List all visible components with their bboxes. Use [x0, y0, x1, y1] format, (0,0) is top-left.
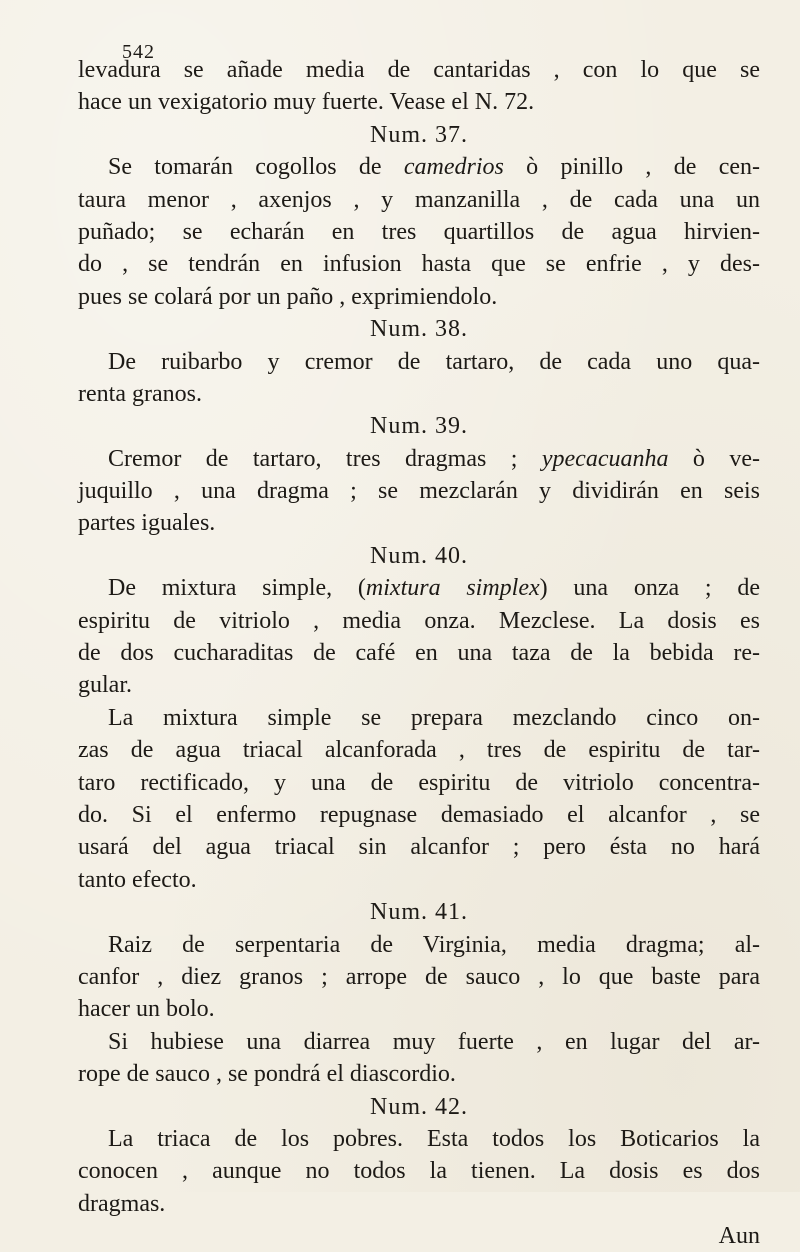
italic-term: ypecacuanha [541, 445, 669, 472]
italic-term: mixtura simplex [365, 575, 540, 602]
line-text: Num. 37. [370, 121, 468, 148]
text-line [78, 1058, 760, 1090]
line-text: gular. [78, 672, 132, 699]
line-text: conocen , aunque no todos la tienen. La dosis es dos [78, 1158, 760, 1185]
line-text: de dos cucharaditas de café en una taza de la bebida re- [78, 640, 760, 667]
text-line [78, 1188, 760, 1220]
text-line [78, 734, 760, 766]
line-text: Si hubiese una diarrea muy fuerte , en lugar del ar- [108, 1028, 760, 1055]
text-line [78, 184, 760, 216]
line-text: Cremor de tartaro, tres dragmas ; [108, 445, 542, 472]
line-text: La triaca de los pobres. Esta todos los Boticarios la [108, 1125, 760, 1152]
text-line [78, 346, 760, 378]
section-heading [78, 410, 760, 442]
text-line [78, 831, 760, 863]
line-text: taro rectificado, y una de espiritu de vitriolo concentra- [78, 769, 760, 796]
line-text-continuation: ò ve- [668, 445, 760, 472]
line-text: usará del agua triacal sin alcanfor ; pero ésta no hará [78, 834, 760, 861]
text-line [78, 54, 760, 86]
line-text: do. Si el enfermo repugnase demasiado el alcanfor , se [78, 801, 760, 828]
line-text: pues se colará por un paño , exprimiendolo. [78, 283, 498, 310]
page-number: 542 [122, 41, 155, 63]
section-heading [78, 540, 760, 572]
text-line [78, 767, 760, 799]
text-line [78, 86, 760, 118]
line-text: juquillo , una dragma ; se mezclarán y dividirán en seis [78, 478, 760, 505]
text-line [78, 216, 760, 248]
text-line [78, 1123, 760, 1155]
section-heading [78, 313, 760, 345]
text-line [78, 248, 760, 280]
line-text: levadura se añade media de cantaridas , con lo que se [78, 57, 760, 83]
line-text: do , se tendrán en infusion hasta que se enfrie , y des- [78, 251, 760, 278]
line-text: Num. 42. [370, 1093, 468, 1120]
text-line [78, 929, 760, 961]
line-text: De mixtura simple, ( [108, 575, 366, 602]
line-text: dragmas. [78, 1190, 166, 1217]
line-text: De ruibarbo y cremor de tartaro, de cada uno qua- [108, 348, 760, 375]
line-text: Raiz de serpentaria de Virginia, media dragma; al- [108, 931, 760, 958]
line-text: canfor , diez granos ; arrope de sauco , lo que baste para [78, 963, 760, 990]
line-text: Se tomarán cogollos de [108, 154, 404, 181]
line-text: Num. 38. [370, 316, 468, 343]
text-line [78, 1155, 760, 1187]
italic-term: camedrios [403, 154, 504, 181]
text-line [78, 151, 760, 183]
text-line [78, 1026, 760, 1058]
line-text-continuation: ) una onza ; de [539, 575, 760, 602]
line-text: zas de agua triacal alcanforada , tres de espiritu de tar- [78, 737, 760, 764]
text-line [78, 281, 760, 313]
text-line [78, 378, 760, 410]
text-line [78, 961, 760, 993]
line-text: Num. 40. [370, 542, 468, 569]
text-line [78, 637, 760, 669]
text-line [78, 702, 760, 734]
line-text: La mixtura simple se prepara mezclando cinco on- [108, 704, 760, 731]
line-text: taura menor , axenjos , y manzanilla , de cada una un [78, 186, 760, 213]
line-text: partes iguales. [78, 510, 216, 537]
line-text: renta granos. [78, 380, 202, 407]
page-body-text [78, 54, 760, 1252]
text-line [78, 993, 760, 1025]
line-text: hace un vexigatorio muy fuerte. Vease el N. 72. [78, 89, 535, 116]
line-text: espiritu de vitriolo , media onza. Mezclese. La dosis es [78, 607, 760, 634]
text-line [78, 605, 760, 637]
line-text: Aun [718, 1223, 760, 1250]
text-line [78, 669, 760, 701]
line-text: tanto efecto. [78, 866, 197, 893]
text-line [78, 475, 760, 507]
catchword [78, 1220, 760, 1252]
line-text: Num. 41. [370, 899, 468, 926]
text-line [78, 507, 760, 539]
text-line [78, 864, 760, 896]
line-text-continuation: ò pinillo , de cen- [503, 154, 760, 181]
text-line [78, 799, 760, 831]
section-heading [78, 896, 760, 928]
line-text: puñado; se echarán en tres quartillos de agua hirvien- [78, 218, 760, 245]
line-text: hacer un bolo. [78, 996, 215, 1023]
section-heading [78, 1091, 760, 1123]
text-line [78, 572, 760, 604]
section-heading [78, 119, 760, 151]
line-text: rope de sauco , se pondrá el diascordio. [78, 1061, 456, 1088]
line-text: Num. 39. [370, 413, 468, 440]
text-line [78, 443, 760, 475]
